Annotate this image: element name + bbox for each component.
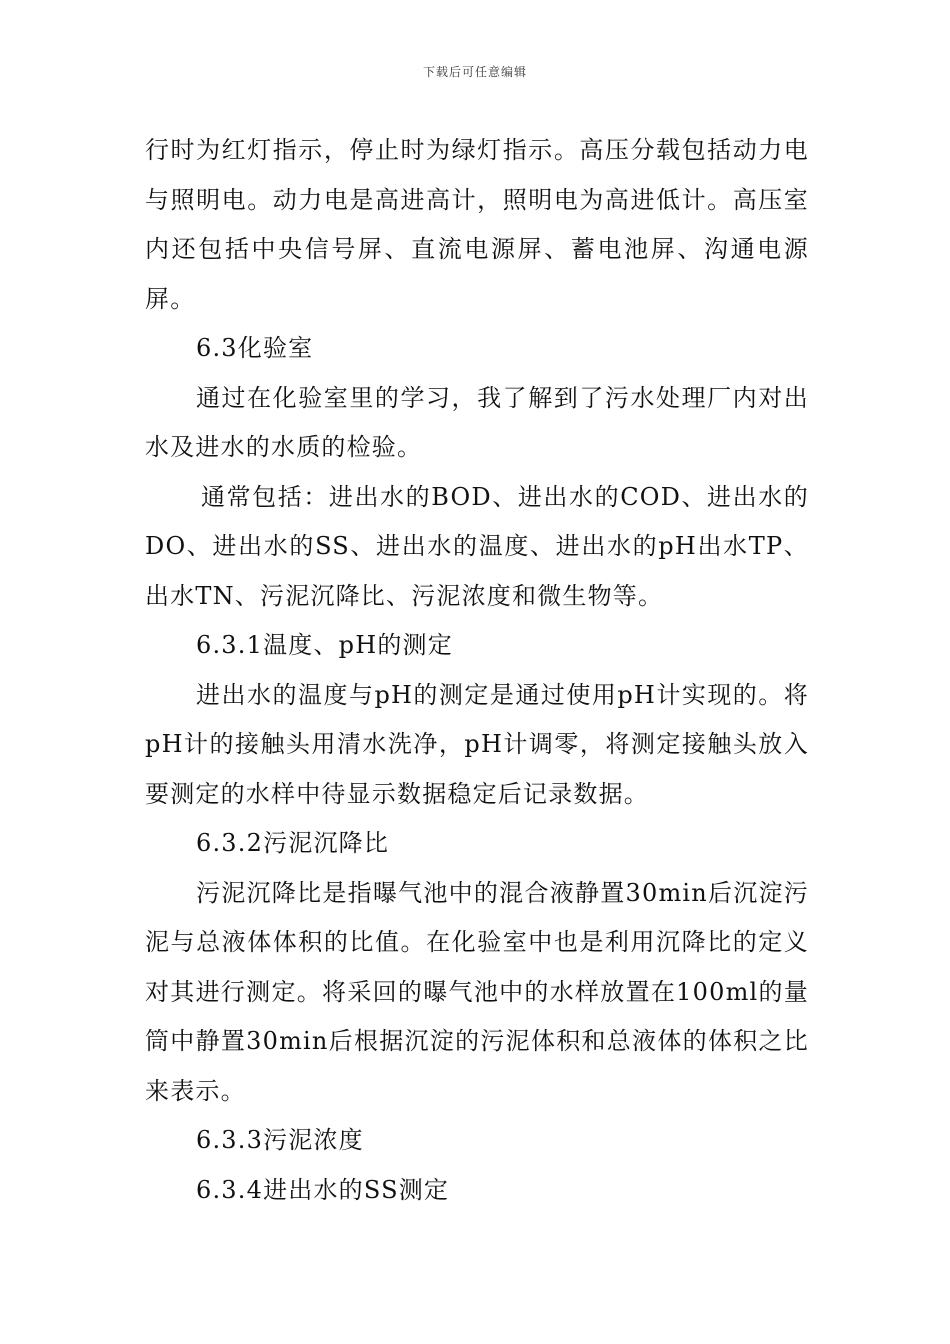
- paragraph-high-voltage-room: 行时为红灯指示，停止时为绿灯指示。高压分载包括动力电与照明电。动力电是高进高计，照明电为高进低计。高压室内还包括中央信号屏、直流电源屏、蓄电池屏、沟通电源屏。: [145, 136, 809, 313]
- paragraph-test-items: 通常包括：进出水的BOD、进出水的COD、进出水的DO、进出水的SS、进出水的温度、进出水的pH出水TP、出水TN、污泥沉降比、污泥浓度和微生物等。: [145, 482, 809, 610]
- page-header: 下载后可任意编辑: [422, 65, 527, 79]
- section-heading-ss-measurement: 6.3.4进出水的SS测定: [196, 1175, 450, 1204]
- section-heading-lab: 6.3化验室: [196, 334, 314, 362]
- paragraph-lab-intro: 通过在化验室里的学习，我了解到了污水处理厂内对出水及进水的水质的检验。: [145, 383, 809, 461]
- section-heading-sludge-settling-ratio: 6.3.2污泥沉降比: [196, 829, 390, 857]
- paragraph-temperature-ph: 进出水的温度与pH的测定是通过使用pH计实现的。将pH计的接触头用清水洗净，pH计调零，将测定接触头放入要测定的水样中待显示数据稳定后记录数据。: [145, 680, 809, 808]
- paragraph-sludge-settling-ratio: 污泥沉降比是指曝气池中的混合液静置30min后沉淀污泥与总液体体积的比值。在化验室中也是利用沉降比的定义对其进行测定。将采回的曝气池中的水样放置在100ml的量筒中静置30min后根据沉淀的污泥体积和总液体的体积之比来表示。: [145, 878, 809, 1105]
- document-body: [145, 126, 809, 1215]
- section-heading-temperature-ph: 6.3.1温度、pH的测定: [196, 631, 453, 659]
- section-heading-sludge-concentration: 6.3.3污泥浓度: [196, 1126, 364, 1154]
